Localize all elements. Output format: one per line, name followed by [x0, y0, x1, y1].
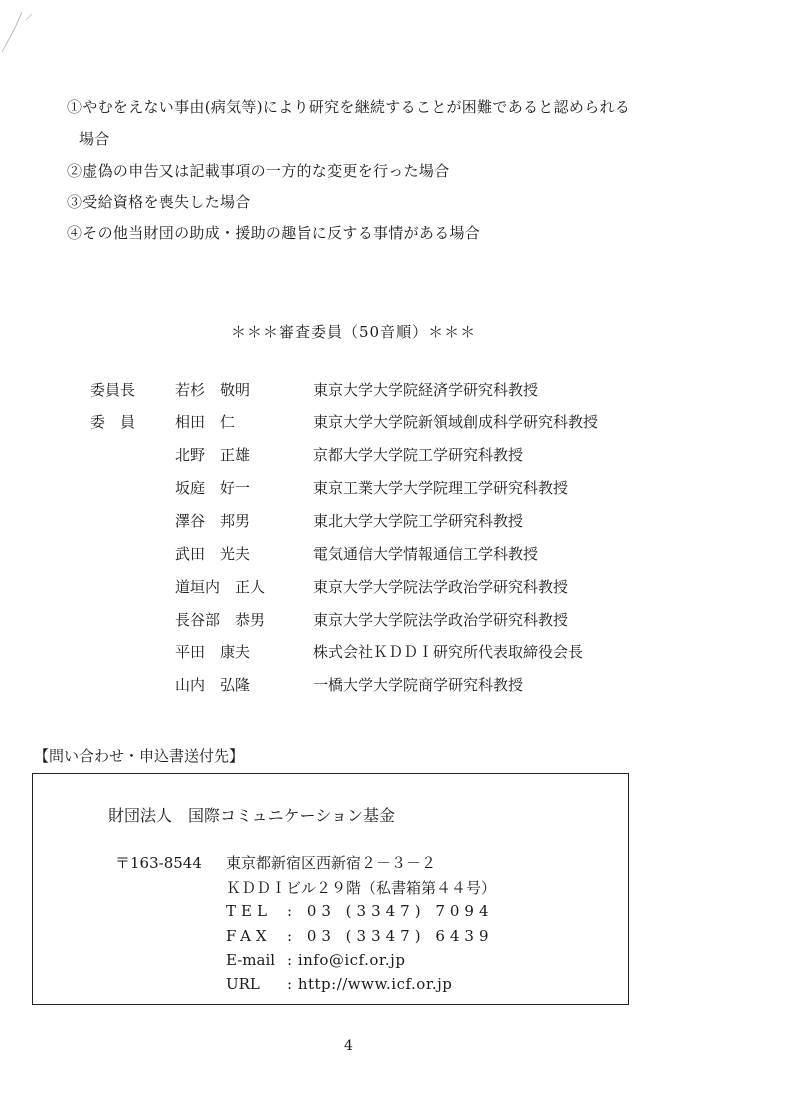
address-line-1: 東京都新宿区西新宿２－３－２ [226, 854, 437, 872]
member-name: 山内 弘隆 [175, 676, 251, 694]
member-affiliation: 東京大学大学院経済学研究科教授 [313, 381, 539, 399]
member-name: 道垣内 正人 [175, 578, 266, 596]
member-name: 澤谷 邦男 [175, 512, 251, 530]
organization-name: 財団法人 国際コミュニケーション基金 [108, 806, 396, 825]
member-name: 武田 光夫 [175, 545, 251, 563]
committee-heading: ＊＊＊審査委員（50音順）＊＊＊ [231, 323, 477, 341]
member-name: 坂庭 好一 [175, 479, 251, 497]
member-affiliation: 株式会社ＫＤＤＩ研究所代表取締役会長 [313, 643, 584, 661]
member-name: 相田 仁 [175, 413, 236, 431]
fax-number: : 03 (3347) 6439 [287, 927, 494, 945]
fax-label: FAX [226, 927, 272, 945]
member-role: 委 員 [90, 413, 136, 431]
member-affiliation: 東京工業大学大学院理工学研究科教授 [313, 479, 569, 497]
tel-number: : 03 (3347) 7094 [287, 902, 494, 920]
tel-label: TEL [226, 902, 272, 920]
member-role: 委員長 [90, 381, 136, 399]
member-affiliation: 電気通信大学情報通信工学科教授 [313, 545, 539, 563]
member-affiliation: 東京大学大学院新領域創成科学研究科教授 [313, 413, 599, 431]
member-affiliation: 東京大学大学院法学政治学研究科教授 [313, 578, 569, 596]
member-affiliation: 一橋大学大学院商学研究科教授 [313, 676, 524, 694]
email-link[interactable]: : info@icf.or.jp [287, 951, 406, 969]
condition-1-continued: 場合 [79, 130, 110, 148]
member-name: 北野 正雄 [175, 446, 251, 464]
url-label: URL [226, 975, 260, 993]
member-name: 平田 康夫 [175, 643, 251, 661]
member-affiliation: 東北大学大学院工学研究科教授 [313, 512, 524, 530]
condition-1: ①やむをえない事由(病気等)により研究を継続することが困難であると認められる [67, 98, 631, 116]
member-affiliation: 京都大学大学院工学研究科教授 [313, 446, 524, 464]
email-label: E-mail [226, 951, 276, 969]
member-affiliation: 東京大学大学院法学政治学研究科教授 [313, 611, 569, 629]
condition-3: ③受給資格を喪失した場合 [67, 193, 251, 211]
page-number: 4 [344, 1038, 353, 1054]
address-line-2: ＫＤＤＩビル２９階（私書箱第４４号） [226, 879, 497, 897]
contact-label: 【問い合わせ・申込書送付先】 [34, 747, 245, 765]
scan-artifact [0, 0, 40, 70]
condition-4: ④その他当財団の助成・援助の趣旨に反する事情がある場合 [67, 224, 481, 242]
url-link[interactable]: : http://www.icf.or.jp [287, 975, 453, 993]
member-name: 長谷部 恭男 [175, 611, 266, 629]
postal-code: 〒163-8544 [115, 854, 202, 872]
condition-2: ②虚偽の申告又は記載事項の一方的な変更を行った場合 [67, 162, 450, 180]
member-name: 若杉 敬明 [175, 381, 251, 399]
